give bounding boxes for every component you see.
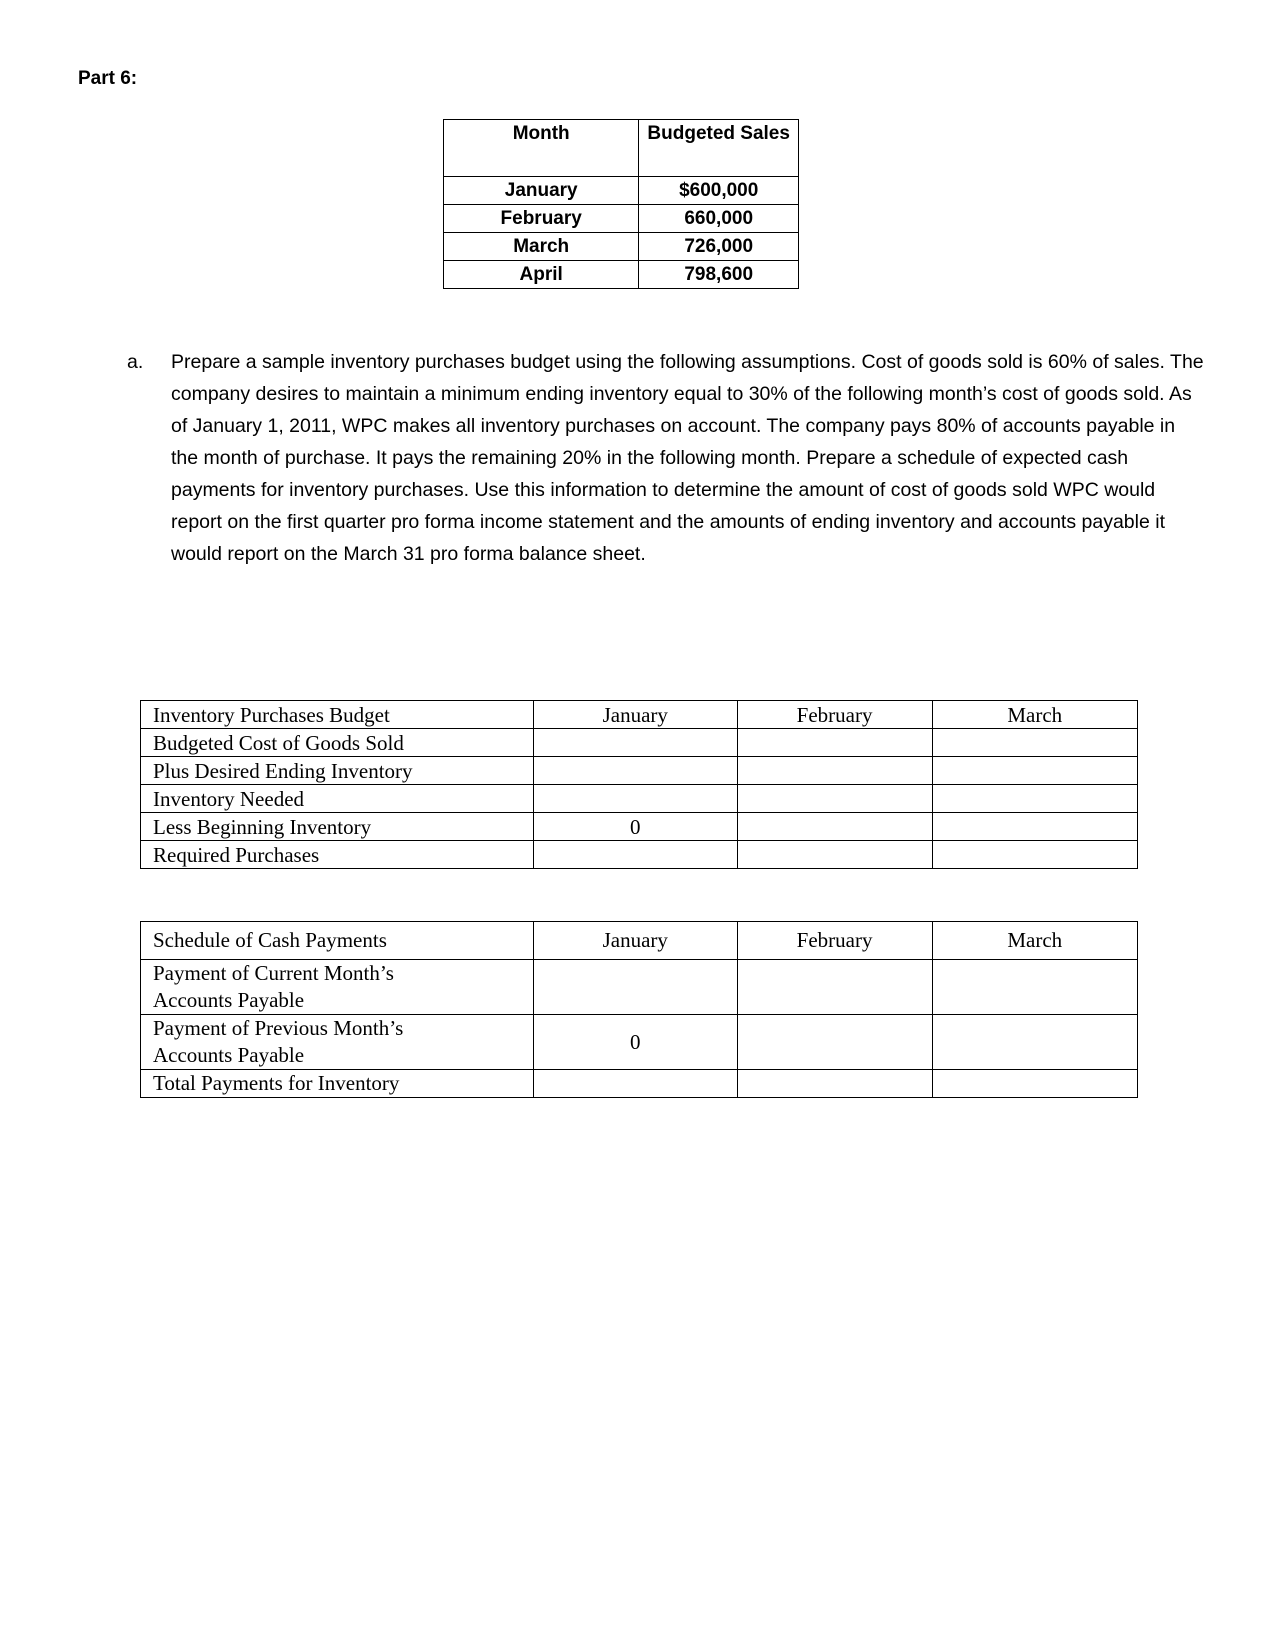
value-cell[interactable] <box>533 1070 737 1098</box>
value-cell[interactable] <box>737 785 932 813</box>
row-label <box>141 1015 534 1070</box>
month-cell: April <box>444 261 639 289</box>
value-cell[interactable] <box>737 841 932 869</box>
table-title: Inventory Purchases Budget <box>141 701 534 729</box>
table-row <box>444 205 799 233</box>
value-cell[interactable] <box>533 841 737 869</box>
row-label: Plus Desired Ending Inventory <box>141 757 534 785</box>
table-row <box>141 1015 1138 1070</box>
value-cell[interactable] <box>737 813 932 841</box>
month-cell: February <box>444 205 639 233</box>
row-label: Required Purchases <box>141 841 534 869</box>
table-row <box>141 813 1138 841</box>
column-header-march: March <box>932 922 1137 960</box>
value-cell[interactable] <box>932 841 1137 869</box>
month-cell: January <box>444 177 639 205</box>
instruction-paragraph <box>127 346 1207 570</box>
value-cell[interactable] <box>533 729 737 757</box>
sales-cell: 660,000 <box>639 205 799 233</box>
value-cell[interactable] <box>533 960 737 1015</box>
value-cell[interactable]: 0 <box>533 813 737 841</box>
budgeted-sales-table <box>443 119 799 289</box>
cash-payments-schedule-table <box>140 921 1138 1098</box>
value-cell[interactable] <box>737 1070 932 1098</box>
table-row <box>141 729 1138 757</box>
page-title: Part 6: <box>78 68 138 89</box>
instruction-text: Prepare a sample inventory purchases budget using the following assumptions. Cost of goods sold is 60% of sales. The company desires to maintain a minimum ending inventory equal to 30% of the following month’s cost of goods sold. As of January 1, 2011, WPC makes all inventory purchases on account. The company pays 80% of accounts payable in the month of purchase. It pays the remaining 20% in the following month. Prepare a schedule of expected cash payments for inventory purchases. Use this information to determine the amount of cost of goods sold WPC would report on the first quarter pro forma income statement and the amounts of ending inventory and accounts payable it would report on the March 31 pro forma balance sheet. <box>171 351 1204 565</box>
value-cell[interactable] <box>533 757 737 785</box>
table-row <box>141 960 1138 1015</box>
table-row <box>444 261 799 289</box>
value-cell[interactable] <box>737 729 932 757</box>
list-marker: a. <box>127 351 144 373</box>
month-cell: March <box>444 233 639 261</box>
sales-cell: $600,000 <box>639 177 799 205</box>
column-header-january: January <box>533 922 737 960</box>
month-column-header: Month <box>444 120 639 177</box>
value-cell[interactable] <box>932 729 1137 757</box>
row-label: Inventory Needed <box>141 785 534 813</box>
sales-cell: 726,000 <box>639 233 799 261</box>
value-cell[interactable] <box>932 960 1137 1015</box>
value-cell[interactable] <box>737 960 932 1015</box>
row-label-line: Accounts Payable <box>153 1043 305 1067</box>
table-row <box>141 841 1138 869</box>
row-label-line: Payment of Previous Month’s <box>153 1016 404 1040</box>
table-row <box>444 177 799 205</box>
value-cell[interactable] <box>932 1070 1137 1098</box>
row-label <box>141 960 534 1015</box>
row-label-line: Payment of Current Month’s <box>153 961 394 985</box>
sales-header-row <box>444 120 799 177</box>
budgeted-sales-column-header: Budgeted Sales <box>639 120 799 177</box>
row-label: Budgeted Cost of Goods Sold <box>141 729 534 757</box>
row-label: Less Beginning Inventory <box>141 813 534 841</box>
table-header-row <box>141 701 1138 729</box>
value-cell[interactable] <box>737 757 932 785</box>
table-row <box>444 233 799 261</box>
column-header-february: February <box>737 701 932 729</box>
row-label: Total Payments for Inventory <box>141 1070 534 1098</box>
table-row <box>141 757 1138 785</box>
value-cell[interactable] <box>737 1015 932 1070</box>
table-title: Schedule of Cash Payments <box>141 922 534 960</box>
column-header-march: March <box>932 701 1137 729</box>
column-header-january: January <box>533 701 737 729</box>
sales-cell: 798,600 <box>639 261 799 289</box>
value-cell[interactable] <box>533 785 737 813</box>
value-cell[interactable] <box>932 1015 1137 1070</box>
value-cell[interactable] <box>932 813 1137 841</box>
inventory-purchases-budget-table <box>140 700 1138 869</box>
value-cell[interactable] <box>932 757 1137 785</box>
value-cell[interactable]: 0 <box>533 1015 737 1070</box>
table-row <box>141 785 1138 813</box>
column-header-february: February <box>737 922 932 960</box>
table-row <box>141 1070 1138 1098</box>
table-header-row <box>141 922 1138 960</box>
value-cell[interactable] <box>932 785 1137 813</box>
row-label-line: Accounts Payable <box>153 988 305 1012</box>
